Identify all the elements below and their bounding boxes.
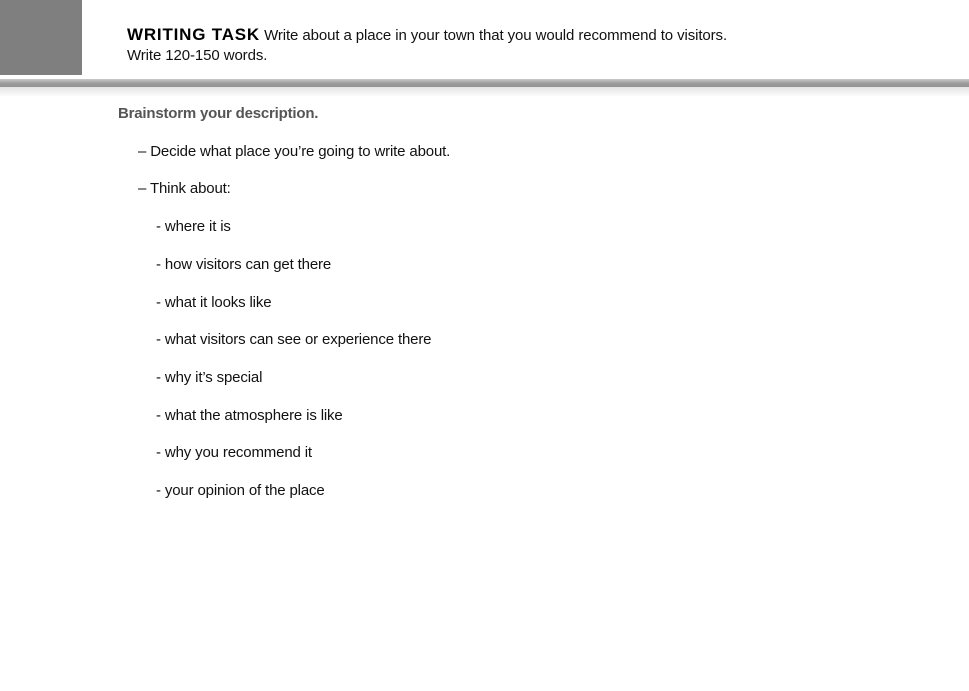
hyphen-marker: -	[156, 293, 161, 311]
brainstorm-section	[0, 95, 969, 510]
think-point-opinion	[156, 472, 969, 510]
hyphen-marker: -	[156, 444, 161, 462]
dash-marker: –	[138, 180, 147, 198]
think-point-text: where it is	[164, 218, 231, 236]
think-point-atmosphere	[156, 397, 969, 435]
think-point-get-there	[156, 246, 969, 284]
think-point-text: why it’s special	[164, 368, 263, 386]
dash-marker: –	[138, 142, 147, 160]
hyphen-marker: -	[156, 406, 161, 424]
header-gray-square	[0, 0, 82, 75]
hyphen-marker: -	[156, 255, 161, 273]
think-point-looks-like	[156, 284, 969, 322]
think-point-special	[156, 359, 969, 397]
think-point-text: what the atmosphere is like	[164, 406, 343, 424]
step-text: Think about:	[149, 180, 231, 198]
task-text-block	[127, 25, 887, 66]
think-point-where	[156, 208, 969, 246]
hyphen-marker: -	[156, 482, 161, 500]
think-point-text: what it looks like	[164, 293, 272, 311]
hyphen-marker: -	[156, 331, 161, 349]
task-instruction-line2: Write 120-150 words.	[127, 47, 268, 64]
step-item-think-about	[138, 170, 969, 208]
think-point-see-experience	[156, 321, 969, 359]
think-point-text: why you recommend it	[164, 444, 312, 462]
step-text: Decide what place you’re going to write about.	[150, 142, 451, 160]
hyphen-marker: -	[156, 368, 161, 386]
divider-bar	[0, 79, 969, 87]
think-point-text: your opinion of the place	[164, 482, 325, 500]
task-instruction: Write about a place in your town that you would recommend to visitors.	[264, 27, 728, 44]
think-point-text: how visitors can get there	[164, 255, 332, 273]
think-point-text: what visitors can see or experience there	[164, 331, 432, 349]
step-item-decide	[138, 133, 969, 171]
hyphen-marker: -	[156, 218, 161, 236]
think-point-recommend	[156, 434, 969, 472]
task-label: WRITING TASK	[127, 25, 260, 44]
section-heading: Brainstorm your description.	[118, 105, 319, 122]
